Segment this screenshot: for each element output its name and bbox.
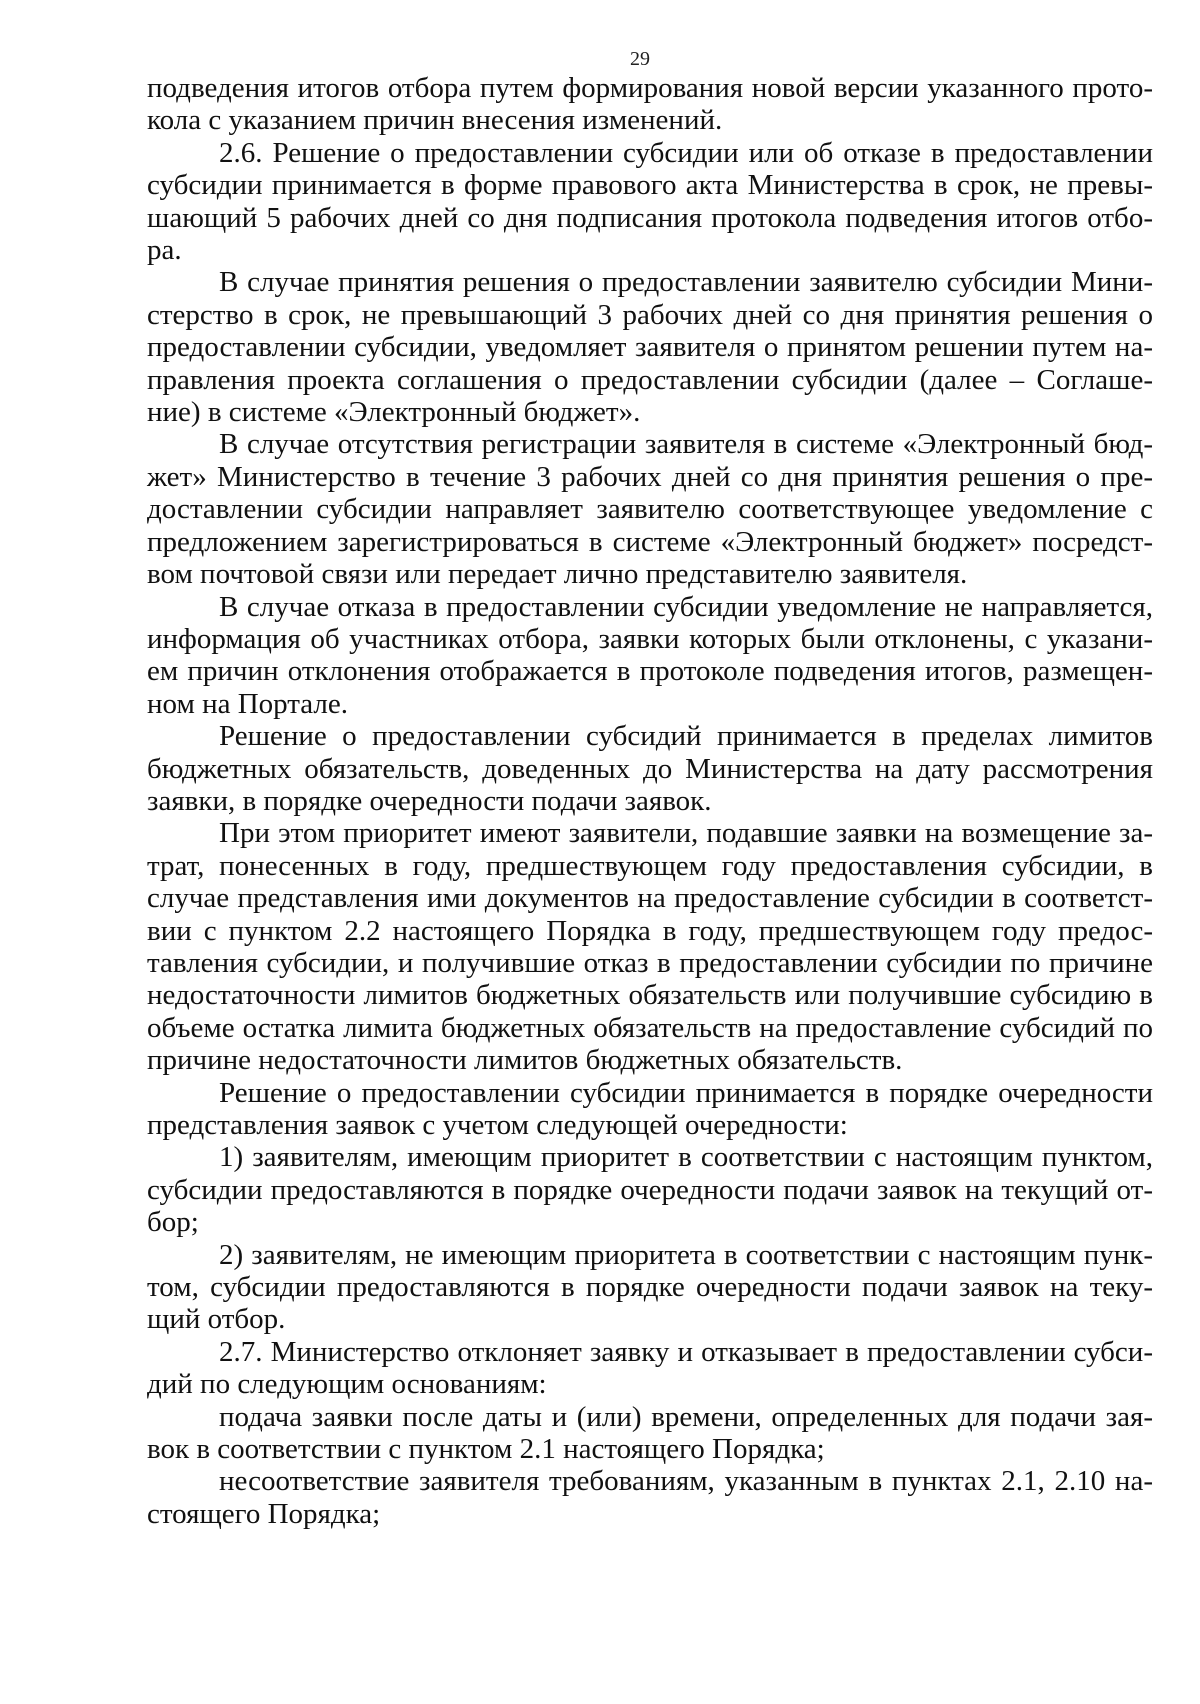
paragraph-continuation: подведения итогов отбора путем формирования новой версии указанного протокола с указанием причин внесения изменений. <box>147 72 1153 137</box>
page-number: 29 <box>630 48 650 70</box>
paragraph: В случае принятия решения о предоставлении заявителю субсидии Министерство в срок, не превышающий 3 рабочих дней со дня принятия решения о предоставлении субсидии, уведомляет заявителя о принятом решении путем направления проекта соглашения о предоставлении субсидии (далее – Соглашение) в системе «Электронный бюджет». <box>147 266 1153 429</box>
list-item-2: 2) заявителям, не имеющим приоритета в соответствии с настоящим пунктом, субсидии предоставляются в порядке очередности подачи заявок на текущий отбор. <box>147 1238 1153 1336</box>
rejection-ground: подача заявки после даты и (или) времени, определенных для подачи заявок в соответствии с пунктом 2.1 настоящего Порядка; <box>147 1400 1153 1466</box>
rejection-ground: несоответствие заявителя требованиям, указанным в пунктах 2.1, 2.10 настоящего Порядка; <box>147 1465 1153 1530</box>
list-item-1: 1) заявителям, имеющим приоритет в соответствии с настоящим пунктом, субсидии предоставляются в порядке очередности подачи заявок на текущий отбор; <box>147 1141 1153 1239</box>
paragraph: При этом приоритет имеют заявители, подавшие заявки на возмещение затрат, понесенных в году, предшествующем году предоставления субсидии, в случае представления ими документов на предоставление субсидии в соответствии с пунктом 2.2 настоящего Порядка в году, предшествующем году предоставления субсидии, и получившие отказ в предоставлении субсидии по причине недостаточности лимитов бюджетных обязательств или получившие субсидию в объеме остатка лимита бюджетных обязательств на предоставление субсидий по причине недостаточности лимитов бюджетных обязательств. <box>147 817 1153 1077</box>
paragraph-2-6: 2.6. Решение о предоставлении субсидии или об отказе в предоставлении субсидии принимается в форме правового акта Министерства в срок, не превышающий 5 рабочих дней со дня подписания протокола подведения итогов отбора. <box>147 136 1153 267</box>
paragraph: Решение о предоставлении субсидии принимается в порядке очередности представления заявок с учетом следующей очередности: <box>147 1076 1153 1141</box>
paragraph-2-7: 2.7. Министерство отклоняет заявку и отказывает в предоставлении субсидий по следующим основаниям: <box>147 1335 1153 1401</box>
document-body <box>147 72 1153 1530</box>
paragraph: В случае отсутствия регистрации заявителя в системе «Электронный бюджет» Министерство в течение 3 рабочих дней со дня принятия решения о предоставлении субсидии направляет заявителю соответствующее уведомление с предложением зарегистрироваться в системе «Электронный бюджет» посредством почтовой связи или передает лично представителю заявителя. <box>147 428 1153 591</box>
paragraph: Решение о предоставлении субсидий принимается в пределах лимитов бюджетных обязательств, доведенных до Министерства на дату рассмотрения заявки, в порядке очередности подачи заявок. <box>147 720 1153 817</box>
paragraph: В случае отказа в предоставлении субсидии уведомление не направляется, информация об участниках отбора, заявки которых были отклонены, с указанием причин отклонения отображается в протоколе подведения итогов, размещенном на Портале. <box>147 590 1153 720</box>
